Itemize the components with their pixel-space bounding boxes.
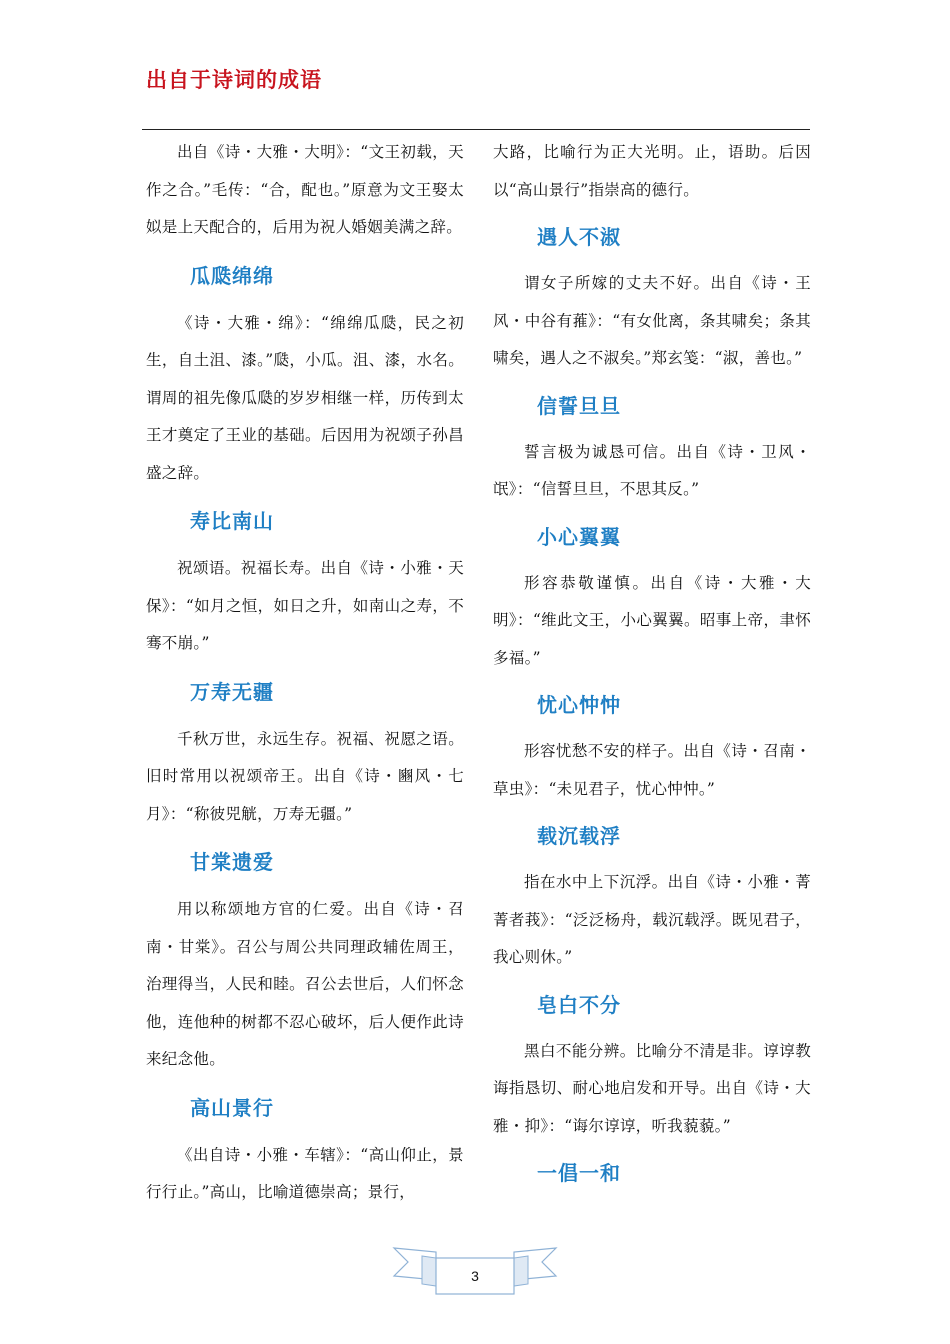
idiom-explanation: 千秋万世，永远生存。祝福、祝愿之语。旧时常用以祝颂帝王。出自《诗・豳风・七月》：“称彼兕觥，万寿无疆。” — [146, 729, 464, 823]
idiom-explanation: 黑白不能分辨。比喻分不清是非。谆谆教诲指恳切、耐心地启发和开导。出自《诗・大雅・抑》：“诲尔谆谆，听我藐藐。” — [493, 1041, 811, 1135]
idiom-explanation: 形容忧愁不安的样子。出自《诗・召南・草虫》：“未见君子，忧心忡忡。” — [493, 742, 811, 798]
continued-paragraph: 大路，比喻行为正大光明。止，语助。后因以“高山景行”指崇高的德行。 — [493, 143, 811, 199]
idiom-title: 遇人不淑 — [537, 225, 621, 249]
idiom-explanation: 谓女子所嫁的丈夫不好。出自《诗・王风・中谷有蓷》：“有女仳离，条其啸矣；条其啸矣，遇人之不淑矣。”郑玄笺：“淑，善也。” — [493, 274, 811, 367]
idiom-title: 一倡一和 — [537, 1161, 621, 1185]
page-number: 3 — [471, 1268, 479, 1284]
idiom-title: 皂白不分 — [537, 992, 621, 1017]
idiom-title: 小心翼翼 — [537, 524, 621, 549]
document-header-title: 出自于诗词的成语 — [146, 68, 322, 92]
idiom-title: 信誓旦旦 — [537, 393, 621, 418]
idiom-explanation: 誓言极为诚恳可信。出自《诗・卫风・氓》：“信誓旦旦，不思其反。” — [493, 442, 811, 498]
idiom-explanation: 《诗・大雅・绵》：“绵绵瓜瓞，民之初生，自土沮、漆。”瓞，小瓜。沮、漆，水名。谓周的祖先像瓜瓞的岁岁相继一样，历传到太王才奠定了王业的基础。后因用为祝颂子孙昌盛之辞。 — [146, 313, 464, 482]
idiom-title: 寿比南山 — [190, 509, 274, 533]
idiom-title: 甘棠遗爱 — [190, 850, 274, 874]
idiom-explanation: 形容恭敬谨慎。出自《诗・大雅・大明》：“维此文王，小心翼翼。昭事上帝，聿怀多福。” — [493, 573, 811, 667]
idiom-title: 载沉载浮 — [537, 824, 621, 848]
idiom-explanation: 用以称颂地方官的仁爱。出自《诗・召南・甘棠》。召公与周公共同理政辅佐周王，治理得当，人民和睦。召公去世后，人们怀念他，连他种的树都不忍心破坏，后人便作此诗来纪念他。 — [146, 900, 464, 1068]
idiom-title: 高山景行 — [190, 1095, 274, 1120]
idiom-explanation: 指在水中上下沉浮。出自《诗・小雅・菁菁者莪》：“泛泛杨舟，载沉载浮。既见君子，我心则休。” — [493, 873, 811, 966]
idiom-explanation: 祝颂语。祝福长寿。出自《诗・小雅・天保》：“如月之恒，如日之升，如南山之寿，不骞不崩。” — [146, 559, 464, 652]
intro-paragraph: 出自《诗・大雅・大明》：“文王初载，天作之合。”毛传：“合，配也。”原意为文王娶太姒是上天配合的，后用为祝人婚姻美满之辞。 — [146, 143, 464, 236]
idiom-explanation: 《出自诗・小雅・车辖》：“高山仰止，景行行止。”高山，比喻道德崇高；景行， — [146, 1145, 464, 1201]
left-column — [146, 134, 464, 1212]
idiom-title: 瓜瓞绵绵 — [190, 263, 274, 288]
right-column — [493, 134, 811, 1201]
header-divider — [142, 129, 810, 130]
idiom-title: 忧心忡忡 — [537, 693, 621, 717]
idiom-title: 万寿无疆 — [190, 679, 274, 704]
